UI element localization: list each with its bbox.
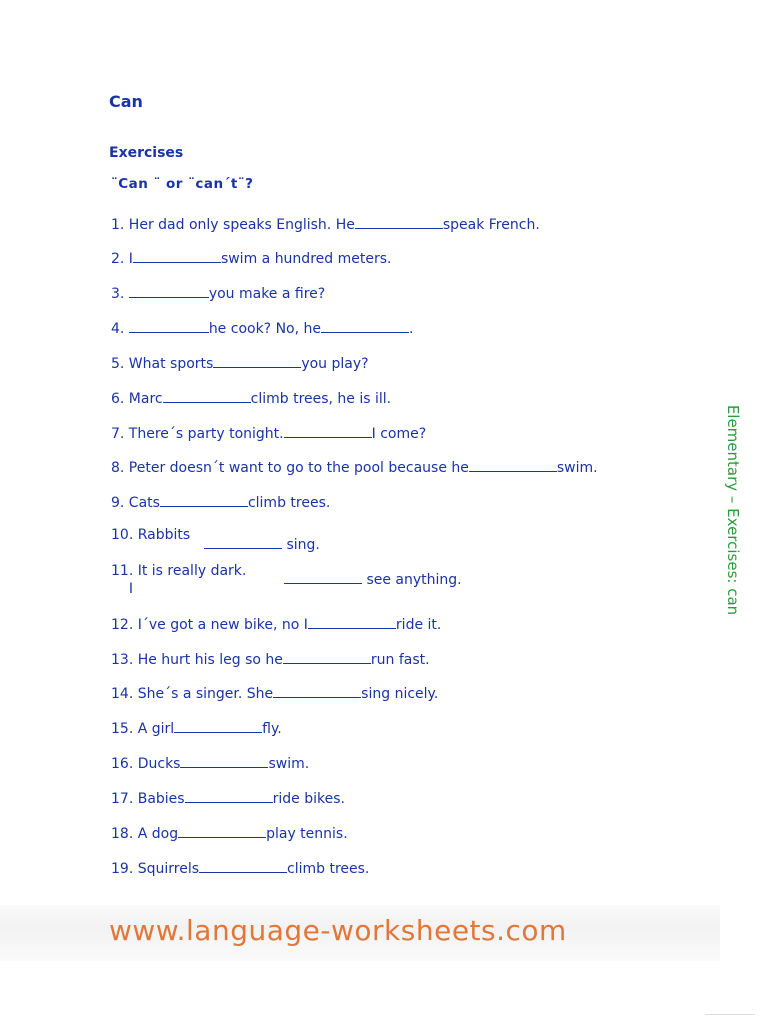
exercise-item: 17. Babies ride bikes. [111,788,345,807]
answer-blank[interactable] [284,569,362,584]
answer-blank[interactable] [174,718,262,733]
exercise-item: 6. Marc climb trees, he is ill. [111,388,391,407]
exercise-item: 4. he cook? No, he . [111,318,413,337]
exercise-item: 10. Rabbits [111,527,191,543]
answer-blank[interactable] [178,823,266,838]
answer-blank[interactable] [283,649,371,664]
answer-blank[interactable] [199,858,287,873]
exercise-item: 19. Squirrels climb trees. [111,858,369,877]
answer-blank[interactable] [273,683,361,698]
corner-divider [705,1014,755,1015]
answer-blank[interactable] [185,788,273,803]
instruction: ¨Can ¨ or ¨can´t¨? [111,176,254,192]
exercise-item: 1. Her dad only speaks English. He speak French. [111,214,540,233]
answer-blank[interactable] [129,283,209,298]
exercise-item: 2. I swim a hundred meters. [111,248,391,267]
exercise-item: 5. What sports you play? [111,353,369,372]
exercise-item-continuation: see anything. [284,569,462,588]
section-subtitle: Exercises [109,145,184,161]
exercise-item: 15. A girl fly. [111,718,282,737]
answer-blank[interactable] [308,614,396,629]
exercise-item: 16. Ducks swim. [111,753,309,772]
answer-blank[interactable] [355,214,443,229]
answer-blank[interactable] [204,534,282,549]
exercise-item: 13. He hurt his leg so he run fast. [111,649,430,668]
answer-blank[interactable] [284,423,372,438]
footer-website[interactable]: www.language-worksheets.com [109,914,567,947]
exercise-item: 9. Cats climb trees. [111,492,330,511]
answer-blank[interactable] [129,318,209,333]
answer-blank[interactable] [180,753,268,768]
side-label: Elementary – Exercises: can [724,404,742,616]
exercise-item: 3. you make a fire? [111,283,325,302]
answer-blank[interactable] [469,457,557,472]
exercise-item: 14. She´s a singer. She sing nicely. [111,683,438,702]
exercise-item: 7. There´s party tonight. I come? [111,423,426,442]
exercise-item: 8. Peter doesn´t want to go to the pool because he swim. [111,457,598,476]
exercise-item: 11. It is really dark. I [111,563,247,597]
answer-blank[interactable] [213,353,301,368]
answer-blank[interactable] [321,318,409,333]
answer-blank[interactable] [160,492,248,507]
exercise-item: 18. A dog play tennis. [111,823,348,842]
exercise-item-continuation: sing. [204,534,320,553]
exercise-item: 12. I´ve got a new bike, no I ride it. [111,614,441,633]
answer-blank[interactable] [163,388,251,403]
answer-blank[interactable] [133,248,221,263]
page-title: Can [109,92,143,111]
